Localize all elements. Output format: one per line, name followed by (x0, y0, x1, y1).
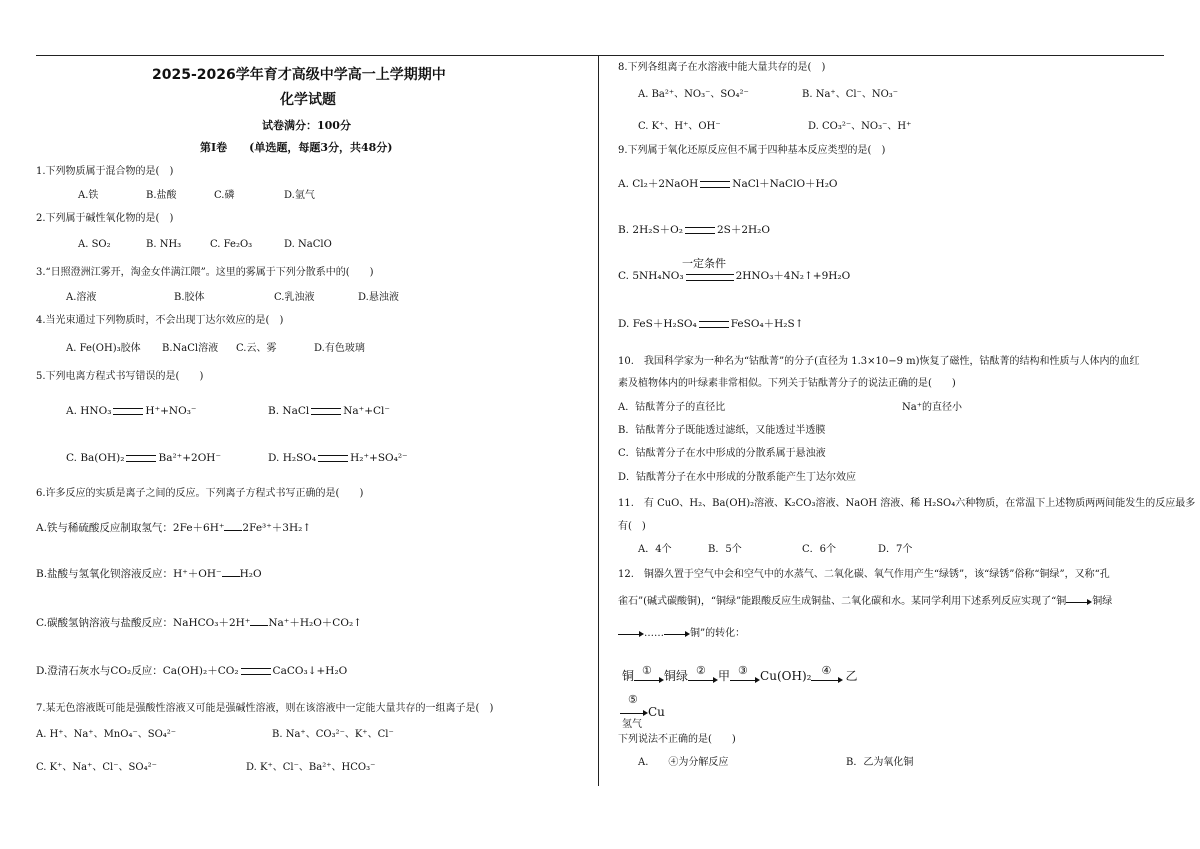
q8-option-c: C. K⁺、H⁺、OH⁻ (638, 121, 721, 132)
q12-option-a: A. ④为分解反应 (638, 757, 729, 768)
blank-line (250, 617, 268, 626)
top-rule (36, 55, 1164, 56)
q12-step5-condition: 氢气 (622, 719, 642, 730)
q1-option-a: A.铁 (78, 190, 99, 201)
equals-sign (686, 274, 734, 281)
q7-option-b: B. Na⁺、CO₃²⁻、K⁺、Cl⁻ (272, 729, 394, 740)
q3-option-b: B.胶体 (174, 292, 205, 303)
q8-stem: 8.下列各组离子在水溶液中能大量共存的是( ) (618, 62, 826, 73)
q5-a-product: H⁺+NO₃⁻ (145, 405, 197, 417)
q5-d-product: H₂⁺+SO₄²⁻ (350, 452, 408, 464)
arrow-icon (688, 675, 718, 685)
q12-option-b: B．乙为氧化铜 (846, 757, 914, 768)
arrow-icon (634, 675, 664, 685)
q1-stem: 1.下列物质属于混合物的是( ) (36, 166, 174, 177)
q12-line1: 12. 铜器久置于空气中会和空气中的水蒸气、二氧化碳、氧气作用产生“绿锈”，该“绿锈”俗称“铜绿”，又称“孔 (618, 569, 1110, 580)
q5-c-product: Ba²⁺+2OH⁻ (158, 452, 221, 464)
score-line: 试卷满分：100分 (262, 119, 351, 132)
q7-option-c: C. K⁺、Na⁺、Cl⁻、SO₄²⁻ (36, 762, 157, 773)
q9-c-condition: 一定条件 (682, 257, 726, 270)
condition-arrow (684, 271, 736, 281)
q11-line1: 11. 有 CuO、H₂、Ba(OH)₂溶液、K₂CO₃溶液、NaOH 溶液、稀 H₂SO₄六种物质，在常温下上述物质两两间能发生的反应最多 (618, 498, 1196, 509)
q12-reaction-chain (622, 663, 858, 685)
blank-line (222, 568, 240, 577)
q6-option-c (36, 617, 362, 629)
q9-option-d (618, 318, 804, 330)
q10-option-a1: A．钴酞菁分子的直径比 (618, 402, 726, 413)
q4-option-c: C.云、雾 (236, 343, 277, 354)
q6-c-right: Na⁺＋H₂O＋CO₂↑ (268, 617, 362, 629)
equals-sign (699, 321, 729, 328)
q6-b-label: B.盐酸与氢氧化钡溶液反应： (36, 568, 174, 580)
arrow-icon (811, 675, 843, 685)
q12-line3-ellipsis: …… (644, 628, 664, 639)
q6-c-label: C.碳酸氢钠溶液与盐酸反应： (36, 617, 173, 629)
chain-step-1 (634, 663, 664, 685)
q2-option-c: C. Fe₂O₃ (210, 239, 253, 250)
q9-option-b (618, 224, 770, 236)
equals-sign (113, 408, 143, 415)
q6-c-left: NaHCO₃＋2H⁺ (173, 617, 251, 629)
q7-option-a: A. H⁺、Na⁺、MnO₄⁻、SO₄²⁻ (36, 729, 177, 740)
arrow-icon (730, 675, 760, 685)
q8-option-a: A. Ba²⁺、NO₃⁻、SO₄²⁻ (638, 89, 749, 100)
q5-option-d (268, 452, 408, 464)
q9-c-left: C. 5NH₄NO₃ (618, 270, 684, 282)
chain-copper: 铜 (622, 669, 635, 683)
q12-step5 (620, 704, 665, 720)
q10-line1: 10. 我国科学家为一种名为“钴酞菁”的分子(直径为 1.3×10−9 m)恢复了磁性，钴酞菁的结构和性质与人体内的血红 (618, 356, 1140, 367)
chain-cuoh2: Cu(OH)₂ (760, 669, 812, 683)
q5-stem: 5.下列电离方程式书写错误的是( ) (36, 371, 204, 382)
q5-a-reactant: A. HNO₃ (66, 405, 112, 417)
q6-option-d (36, 665, 347, 677)
step-number: ① (642, 663, 652, 677)
chain-jia: 甲 (718, 669, 731, 683)
chain-step-3 (730, 663, 760, 685)
q9-d-left: D. FeS＋H₂SO₄ (618, 318, 697, 330)
q12-step5-number: ⑤ (628, 693, 638, 706)
q6-stem: 6.许多反应的实质是离子之间的反应。下列离子方程式书写正确的是( ) (36, 488, 364, 499)
chain-yi: 乙 (845, 669, 858, 683)
q9-option-c (618, 270, 850, 282)
q5-option-c (66, 452, 221, 464)
equals-sign (318, 455, 348, 462)
q3-option-a: A.溶液 (66, 292, 97, 303)
q9-stem: 9.下列属于氧化还原反应但不属于四种基本反应类型的是( ) (618, 145, 886, 156)
q6-d-left: Ca(OH)₂＋CO₂ (162, 665, 239, 677)
q11-option-a: A．4个 (638, 544, 672, 555)
step-number: ③ (738, 663, 748, 677)
step-number: ② (696, 663, 706, 677)
q9-a-left: A. Cl₂＋2NaOH (618, 178, 699, 190)
q12-stem: 下列说法不正确的是( ) (618, 734, 736, 745)
q2-option-d: D. NaClO (284, 239, 332, 250)
q10-option-b: B．钴酞菁分子既能透过滤纸，又能透过半透膜 (618, 425, 826, 436)
q10-option-a2: Na⁺的直径小 (902, 402, 962, 413)
chain-step-4 (811, 663, 845, 685)
q5-b-product: Na⁺+Cl⁻ (343, 405, 390, 417)
q11-option-d: D．7个 (878, 544, 913, 555)
arrow-icon (618, 629, 644, 639)
exam-title: 2025-2026学年育才高级中学高一上学期期中 (152, 67, 446, 83)
q9-b-left: B. 2H₂S＋O₂ (618, 224, 683, 236)
q3-stem: 3.“日照澄洲江雾开，淘金女伴满江隈”。这里的雾属于下列分散系中的( ) (36, 267, 374, 278)
q4-stem: 4.当光束通过下列物质时，不会出现丁达尔效应的是( ) (36, 315, 284, 326)
q6-d-right: CaCO₃↓+H₂O (272, 665, 348, 677)
equals-sign (311, 408, 341, 415)
section-heading: 第Ⅰ卷 (单选题，每题3分，共48分) (200, 141, 393, 154)
q1-option-d: D.氩气 (284, 190, 315, 201)
q1-option-c: C.磷 (214, 190, 235, 201)
arrow-icon (664, 629, 690, 639)
blank-line (224, 522, 242, 531)
q10-option-c: C．钴酞菁分子在水中形成的分散系属于悬浊液 (618, 448, 826, 459)
subject-title: 化学试题 (280, 92, 336, 108)
q9-d-right: FeSO₄＋H₂S↑ (730, 318, 804, 330)
q5-b-reactant: B. NaCl (268, 405, 310, 417)
chain-verdigris: 铜绿 (664, 669, 689, 683)
q4-option-b: B.NaCl溶液 (162, 343, 219, 354)
q6-a-label: A.铁与稀硫酸反应制取氢气： (36, 522, 173, 534)
q1-option-b: B.盐酸 (146, 190, 177, 201)
q8-option-d: D. CO₃²⁻、NO₃⁻、H⁺ (808, 121, 912, 132)
q6-a-left: 2Fe＋6H⁺ (172, 522, 225, 534)
q6-option-b (36, 568, 262, 580)
q7-stem: 7.某无色溶液既可能是强酸性溶液又可能是强碱性溶液，则在该溶液中一定能大量共存的一组离子是( ) (36, 703, 494, 714)
q12-line2-text: 雀石”(碱式碳酸铜)，“铜绿”能跟酸反应生成铜盐、二氧化碳和水。某同学利用下述系列反应实现了“铜 (618, 596, 1067, 607)
equals-sign (126, 455, 156, 462)
q6-a-right: 2Fe³⁺＋3H₂↑ (242, 522, 312, 534)
q4-option-d: D.有色玻璃 (314, 343, 365, 354)
q3-option-c: C.乳浊液 (274, 292, 315, 303)
chain-step-2 (688, 663, 718, 685)
q9-option-a (618, 178, 838, 190)
arrow-icon (1066, 597, 1092, 607)
q12-line2 (618, 596, 1112, 608)
step-number: ④ (821, 663, 832, 677)
q10-line2: 素及植物体内的叶绿素非常相似。下列关于钴酞菁分子的说法正确的是( ) (618, 378, 956, 389)
q9-a-right: NaCl＋NaClO＋H₂O (732, 178, 838, 190)
q12-line3-end: 铜”的转化： (690, 628, 746, 639)
arrow-icon (620, 708, 648, 718)
q9-c-right: 2HNO₃＋4N₂↑+9H₂O (735, 270, 851, 282)
q5-c-reactant: C. Ba(OH)₂ (66, 452, 125, 464)
q5-d-reactant: D. H₂SO₄ (268, 452, 317, 464)
q9-b-right: 2S＋2H₂O (716, 224, 770, 236)
q2-stem: 2.下列属于碱性氧化物的是( ) (36, 213, 174, 224)
q6-b-right: H₂O (239, 568, 262, 580)
q5-option-a (66, 405, 196, 417)
q4-option-a: A. Fe(OH)₃胶体 (66, 343, 141, 354)
q7-option-d: D. K⁺、Cl⁻、Ba²⁺、HCO₃⁻ (246, 762, 376, 773)
q11-line2: 有( ) (618, 521, 646, 532)
q3-option-d: D.悬浊液 (358, 292, 399, 303)
equals-sign (685, 227, 715, 234)
q12-line3 (618, 628, 745, 640)
q6-option-a (36, 522, 311, 534)
equals-sign (700, 181, 730, 188)
q11-option-b: B．5个 (708, 544, 742, 555)
q6-d-label: D.澄清石灰水与CO₂反应： (36, 665, 163, 677)
q10-option-d: D．钴酞菁分子在水中形成的分散系能产生丁达尔效应 (618, 472, 857, 483)
q2-option-a: A. SO₂ (78, 239, 111, 250)
step5-product: Cu (648, 705, 665, 719)
q8-option-b: B. Na⁺、Cl⁻、NO₃⁻ (802, 89, 899, 100)
q12-line2-end: 铜绿 (1092, 596, 1113, 607)
q2-option-b: B. NH₃ (146, 239, 182, 250)
column-divider (598, 56, 599, 786)
q6-b-left: H⁺＋OH⁻ (173, 568, 222, 580)
q5-option-b (268, 405, 390, 417)
q11-option-c: C．6个 (802, 544, 837, 555)
equals-sign (241, 668, 271, 675)
